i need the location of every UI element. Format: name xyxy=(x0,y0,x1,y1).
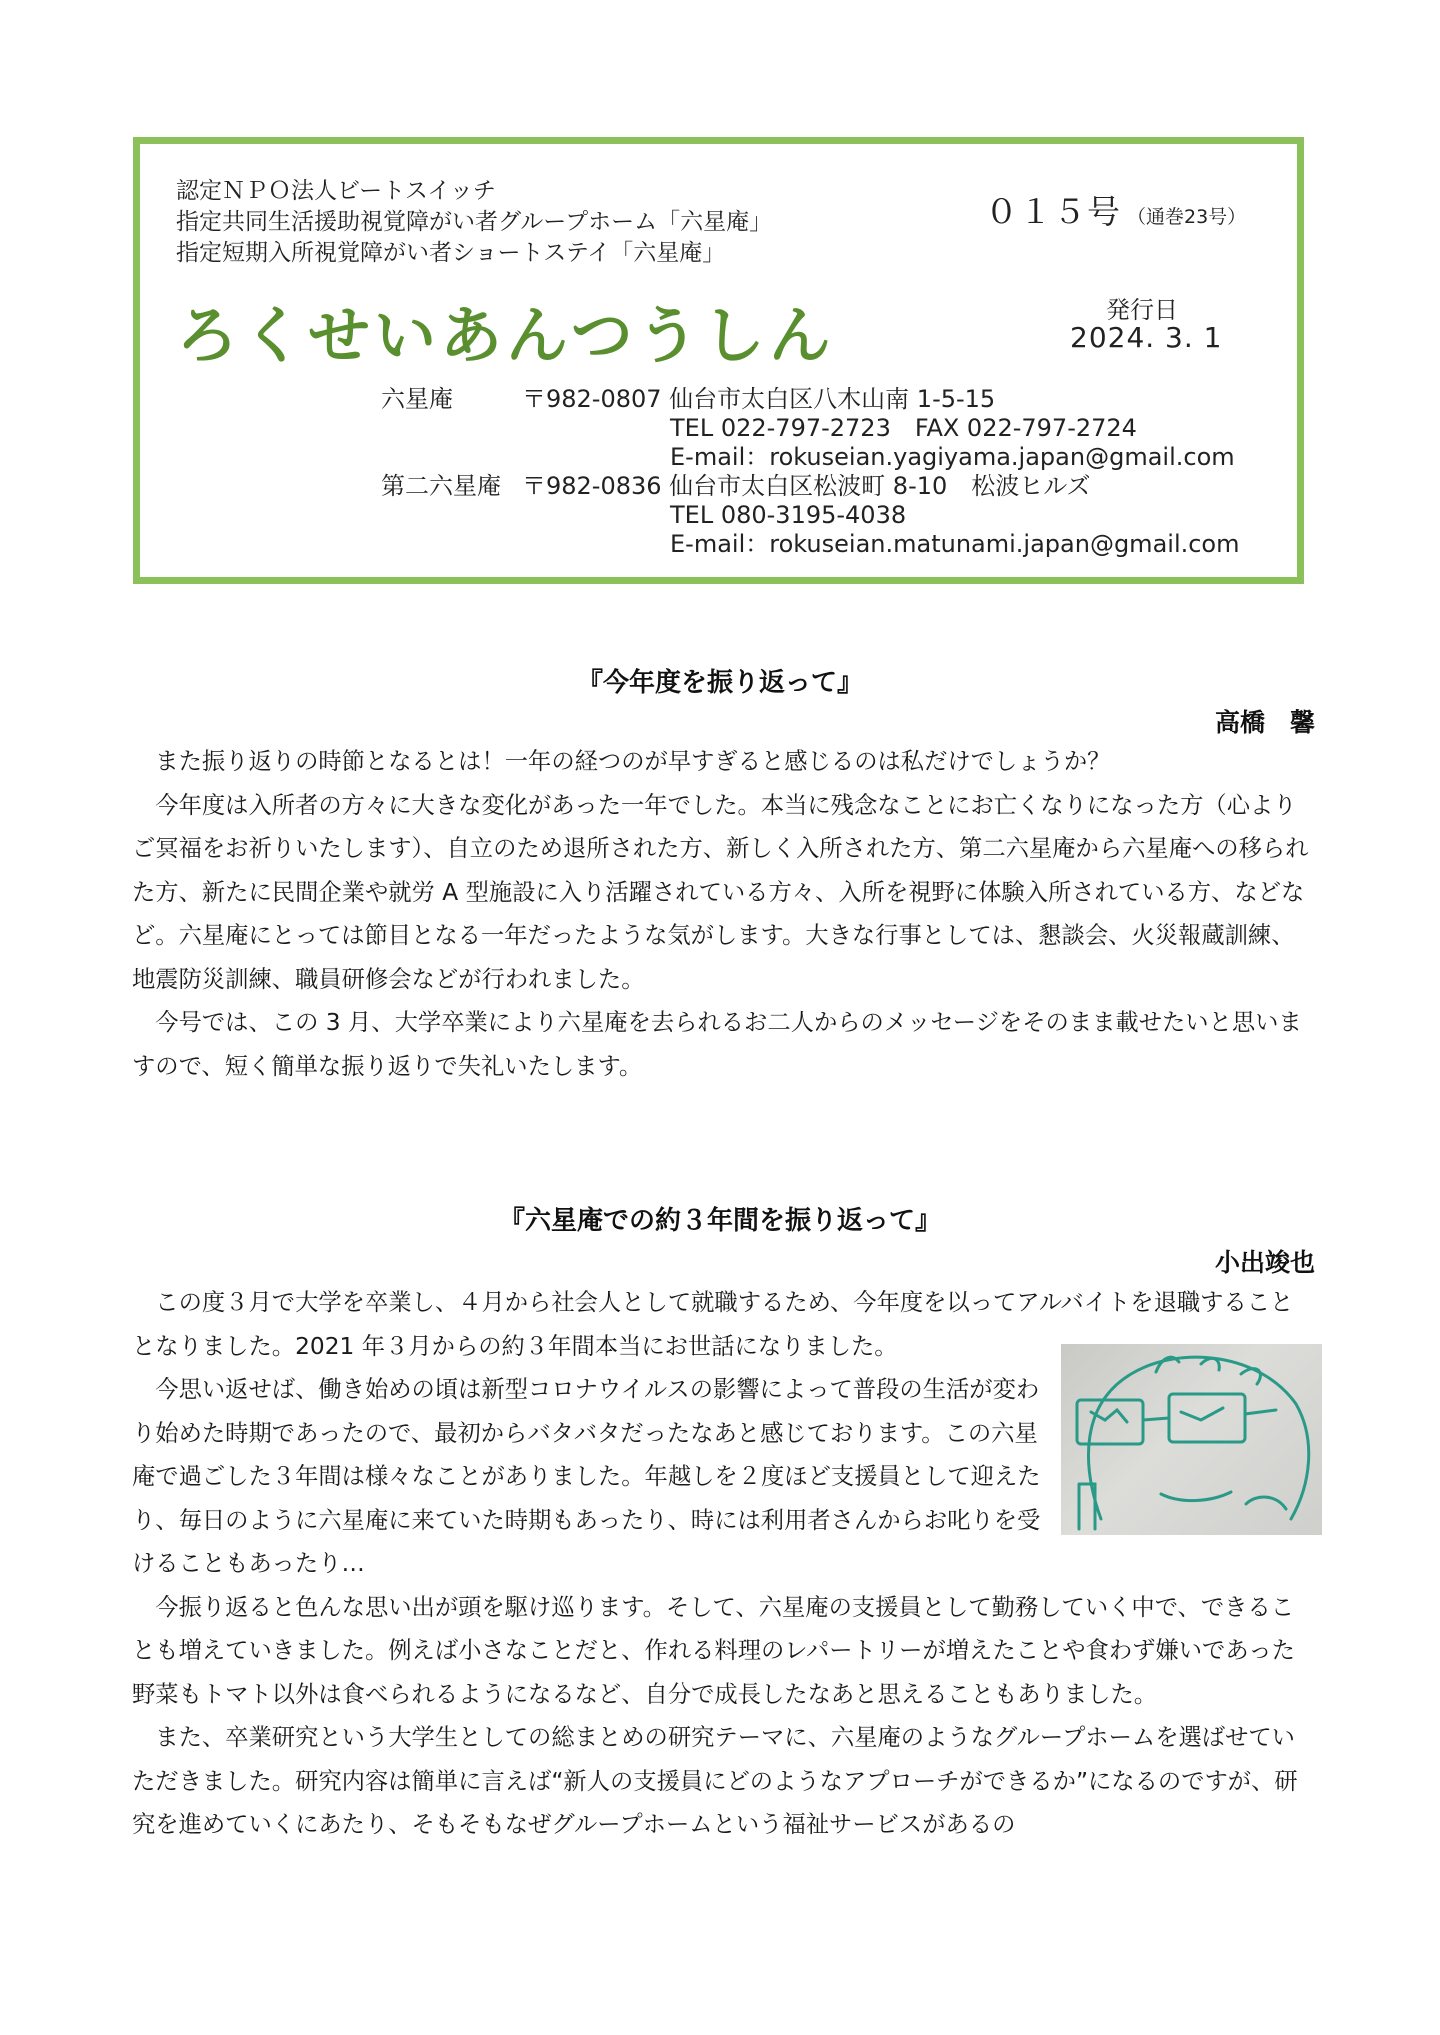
article-author: 小出竣也 xyxy=(1214,1248,1315,1277)
org-line: 指定短期入所視覚障がい者ショートステイ「六星庵」 xyxy=(176,240,726,266)
paragraph: また振り返りの時節となるとは！一年の経つのが早すぎると感じるのは私だけでしょうか？ xyxy=(155,748,1111,775)
article-author: 高橋 馨 xyxy=(1214,708,1315,737)
facility-name: 第二六星庵 xyxy=(381,472,501,500)
issue-total: （通巻23号） xyxy=(1127,206,1247,228)
face-sketch-icon xyxy=(1061,1344,1322,1535)
article-title: 『今年度を振り返って』 xyxy=(576,668,863,698)
article-title: 『六星庵での約３年間を振り返って』 xyxy=(498,1206,941,1236)
issue-number: ０１５号 xyxy=(985,192,1121,231)
facility-address: 〒982-0807 仙台市太白区八木山南 1-5-15 xyxy=(522,385,996,413)
org-line: 認定ＮＰＯ法人ビートスイッチ xyxy=(176,178,496,204)
masthead-box xyxy=(133,137,1304,584)
newsletter-title: ろくせいあんつうしん xyxy=(176,299,835,372)
paragraph: 今思い返せば、働き始めの頃は新型コロナウイルスの影響によって普段の生活が変わり始めた時期であったので、最初からバタバタだったなあと感じております。この六星庵で過ごした３年間は様々なことがありました。年越しを２度ほど支援員として迎えたり、毎日のように六星庵に来ていた時期もあったり、時には利用者さんからお叱りを受けることもあったり… xyxy=(132,1376,1041,1577)
issue-date-label: 発行日 xyxy=(1106,296,1178,324)
paragraph: 今年度は入所者の方々に大きな変化があった一年でした。本当に残念なことにお亡くなりになった方（心よりご冥福をお祈りいたします）、自立のため退所された方、新しく入所された方、第二六星庵から六星庵への移られた方、新たに民間企業や就労 A 型施設に入り活躍されている方々、入所を視野に体験入所されている方、などなど。六星庵にとっては節目となる一年だったような気がします。大きな行事としては、懇談会、火災報蔵訓練、地震防災訓練、職員研修会などが行われました。 xyxy=(132,791,1309,993)
whiteboard-portrait-drawing xyxy=(1061,1344,1322,1535)
paragraph: 今振り返ると色んな思い出が頭を駆け巡ります。そして、六星庵の支援員として勤務していく中で、できることも増えていきました。例えば小さなことだと、作れる料理のレパートリーが増えたことや食わず嫌いであった野菜もトマト以外は食べられるようになるなど、自分で成長したなあと思えることもありました。 xyxy=(132,1593,1295,1708)
facility-name: 六星庵 xyxy=(381,385,453,413)
facility-tel-fax: TEL 022-797-2723 FAX 022-797-2724 xyxy=(670,414,1137,442)
facility-tel: TEL 080-3195-4038 xyxy=(670,501,907,529)
issue-info xyxy=(985,186,1246,233)
issue-date: 2024. 3. 1 xyxy=(1070,321,1223,354)
article-body xyxy=(132,740,1310,1088)
paragraph: 今号では、この 3 月、大学卒業により六星庵を去られるお二人からのメッセージをそのまま載せたいと思いますので、短く簡単な振り返りで失礼いたします。 xyxy=(132,1009,1302,1080)
organization-info xyxy=(176,176,772,269)
paragraph: この度３月で大学を卒業し、４月から社会人として就職するため、今年度を以ってアルバイトを退職することとなりました。2021 年３月からの約３年間本当にお世話になりました。 xyxy=(132,1289,1294,1360)
facility-email: E-mail：rokuseian.matunami.japan@gmail.com xyxy=(670,530,1240,558)
org-line: 指定共同生活援助視覚障がい者グループホーム「六星庵」 xyxy=(176,209,773,235)
facility-email: E-mail：rokuseian.yagiyama.japan@gmail.com xyxy=(670,443,1235,471)
paragraph: また、卒業研究という大学生としての総まとめの研究テーマに、六星庵のようなグループホームを選ばせていただきました。研究内容は簡単に言えば“新人の支援員にどのようなアプローチができるか”になるのですが、研究を進めていくにあたり、そもそもなぜグループホームという福祉サービスがあるの xyxy=(132,1724,1298,1838)
facility-address: 〒982-0836 仙台市太白区松波町 8-10 松波ヒルズ xyxy=(522,472,1091,500)
